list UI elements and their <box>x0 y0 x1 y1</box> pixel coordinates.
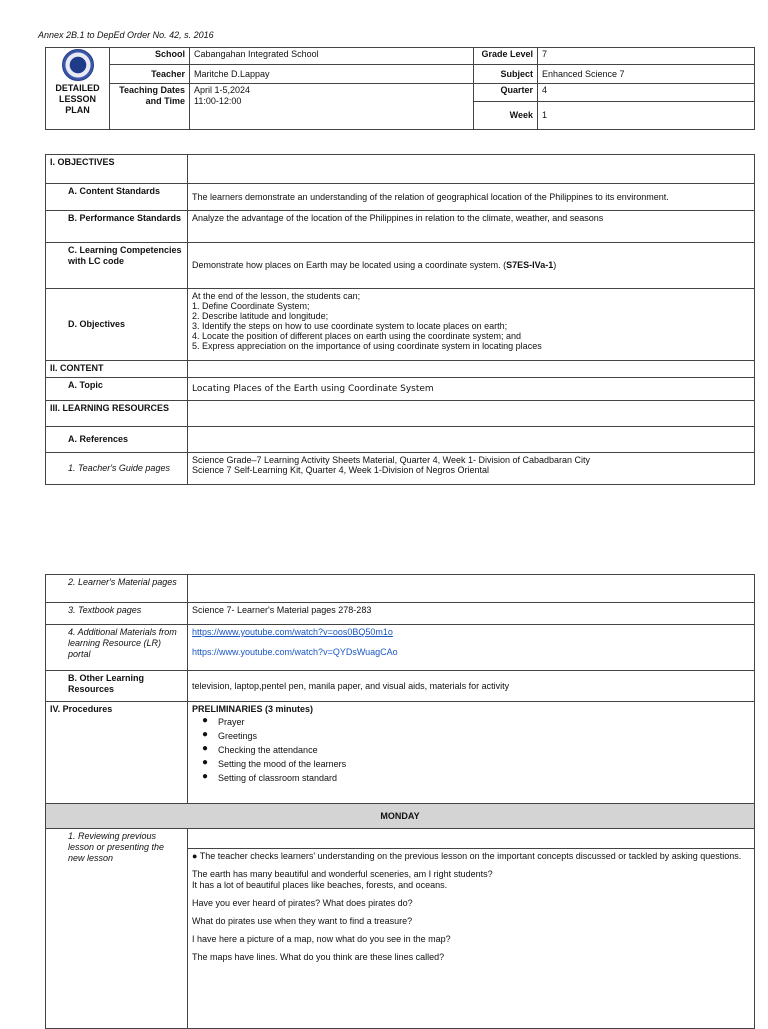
list-item: ● Checking the attendance <box>218 743 750 757</box>
lc-text: Demonstrate how places on Earth may be located using a coordinate system. ( <box>192 260 507 270</box>
objective-line: 1. Define Coordinate System; <box>192 301 310 311</box>
school-label: School <box>110 48 190 65</box>
preliminaries-cell <box>188 702 755 804</box>
other-resources-label: B. Other Learning Resources <box>46 671 188 702</box>
list-item: ● Greetings <box>218 729 750 743</box>
dates-value <box>190 84 474 130</box>
dlp-title: DETAILED LESSON PLAN <box>55 83 100 115</box>
content-standards-value: The learners demonstrate an understanding of the relation of geographical location of the Philippines to its environment. <box>188 184 755 211</box>
teacher-label: Teacher <box>110 65 190 84</box>
objective-line: 5. Express appreciation on the importance of using coordinate system in locating places <box>192 341 542 351</box>
review-line: ● The teacher checks learners' understanding on the previous lesson on the important concepts discussed or tackled by asking questions. <box>192 851 742 861</box>
topic-value: Locating Places of the Earth using Coordinate System <box>188 378 755 401</box>
preliminaries-list <box>192 715 750 785</box>
learning-competencies-label: C. Learning Competencies with LC code <box>46 243 188 289</box>
teachers-guide-label: 1. Teacher's Guide pages <box>46 453 188 485</box>
learners-material-label: 2. Learner's Material pages <box>46 575 188 603</box>
objectives-title: I. OBJECTIVES <box>46 155 188 184</box>
subject-value: Enhanced Science 7 <box>538 65 755 84</box>
list-item: ● Setting of classroom standard <box>218 771 750 785</box>
objective-line: 4. Locate the position of different places on earth using the coordinate system; and <box>192 331 522 341</box>
teacher-value: Maritche D.Lappay <box>190 65 474 84</box>
time-text: 11:00-12:00 <box>194 96 242 106</box>
review-line: The earth has many beautiful and wonderful sceneries, am I right students? <box>192 869 493 879</box>
review-line: It has a lot of beautiful places like beaches, forests, and oceans. <box>192 880 448 890</box>
quarter-value: 4 <box>538 84 755 102</box>
quarter-label: Quarter <box>474 84 538 102</box>
dates-text: April 1-5,2024 <box>194 85 251 95</box>
list-item: ● Setting the mood of the learners <box>218 757 750 771</box>
review-line: The maps have lines. What do you think are these lines called? <box>192 952 445 962</box>
additional-materials-value <box>188 625 755 671</box>
dates-label: Teaching Dates and Time <box>110 84 190 130</box>
textbook-value: Science 7- Learner's Material pages 278-283 <box>188 603 755 625</box>
objective-line: 3. Identify the steps on how to use coordinate system to locate places on earth; <box>192 321 508 331</box>
topic-label: A. Topic <box>46 378 188 401</box>
other-resources-value: television, laptop,pentel pen, manila paper, and visual aids, materials for activity <box>188 671 755 702</box>
lc-code: S7ES-IVa-1 <box>506 260 554 270</box>
subject-label: Subject <box>474 65 538 84</box>
youtube-link-2[interactable]: https://www.youtube.com/watch?v=QYDsWuagCAo <box>192 647 398 657</box>
logo-cell <box>46 48 110 130</box>
objective-line: 2. Describe latitude and longitude; <box>192 311 329 321</box>
review-line: Have you ever heard of pirates? What does pirates do? <box>192 898 413 908</box>
plan-table-1 <box>45 154 755 485</box>
week-label: Week <box>474 102 538 130</box>
performance-standards-value: Analyze the advantage of the location of the Philippines in relation to the climate, weather, and seasons <box>188 211 755 243</box>
content-title: II. CONTENT <box>46 361 188 378</box>
day-header: MONDAY <box>46 804 755 829</box>
plan-table-2 <box>45 574 755 1029</box>
youtube-link-1[interactable]: https://www.youtube.com/watch?v=oos0BQ50m1o <box>192 627 393 637</box>
objectives-label: D. Objectives <box>46 289 188 361</box>
references-label: A. References <box>46 427 188 453</box>
grade-value: 7 <box>538 48 755 65</box>
reviewing-lesson-label: 1. Reviewing previous lesson or presenting the new lesson <box>46 829 188 1029</box>
lc-close: ) <box>553 260 557 270</box>
header-table <box>45 47 755 130</box>
tg-line: Science Grade–7 Learning Activity Sheets Material, Quarter 4, Week 1- Division of Cabadbaran City <box>192 455 591 465</box>
learning-competencies-value <box>188 243 755 289</box>
content-standards-label: A. Content Standards <box>46 184 188 211</box>
review-line: I have here a picture of a map, now what do you see in the map? <box>192 934 451 944</box>
school-value: Cabangahan Integrated School <box>190 48 474 65</box>
annex-reference: Annex 2B.1 to DepEd Order No. 42, s. 2016 <box>38 30 214 40</box>
deped-seal-icon <box>62 49 94 81</box>
procedures-title: IV. Procedures <box>46 702 188 804</box>
tg-line: Science 7 Self-Learning Kit, Quarter 4, Week 1-Division of Negros Oriental <box>192 465 489 475</box>
review-line: What do pirates use when they want to find a treasure? <box>192 916 413 926</box>
objectives-list <box>188 289 755 361</box>
teachers-guide-value <box>188 453 755 485</box>
resources-title: III. LEARNING RESOURCES <box>46 401 188 427</box>
objective-line: At the end of the lesson, the students can; <box>192 291 361 301</box>
list-item: ● Prayer <box>218 715 750 729</box>
textbook-label: 3. Textbook pages <box>46 603 188 625</box>
additional-materials-label: 4. Additional Materials from learning Resource (LR) portal <box>46 625 188 671</box>
performance-standards-label: B. Performance Standards <box>46 211 188 243</box>
preliminaries-title: PRELIMINARIES (3 minutes) <box>192 704 314 714</box>
week-value: 1 <box>538 102 755 130</box>
reviewing-lesson-cell <box>188 829 755 1029</box>
grade-label: Grade Level <box>474 48 538 65</box>
